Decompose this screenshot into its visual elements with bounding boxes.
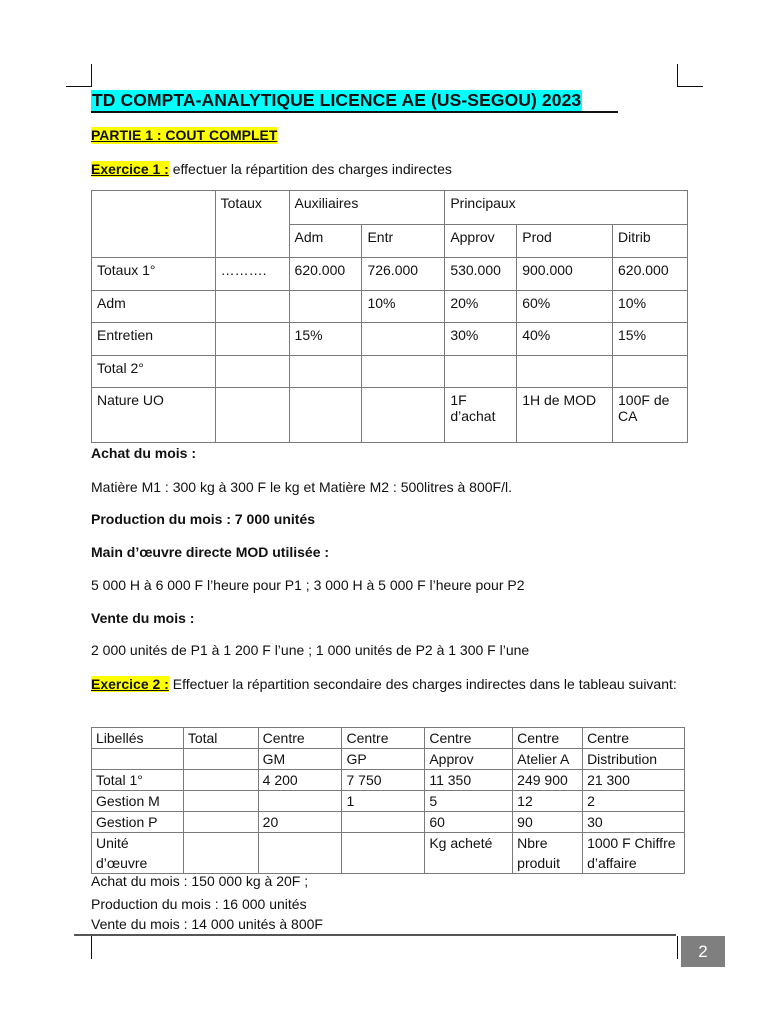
cell: [613, 356, 688, 388]
cell: 90: [513, 812, 583, 833]
table-row: [92, 812, 685, 833]
cell: Nbre produit: [513, 833, 583, 874]
cell: 5: [425, 791, 513, 812]
cell: 4 200: [258, 770, 342, 791]
cell: [289, 388, 362, 443]
header-cell: Distribution: [583, 749, 685, 770]
cell: Nature UO: [92, 388, 216, 443]
cell: [342, 812, 425, 833]
table-row: [92, 770, 685, 791]
production-line: Production du mois : 16 000 unités: [91, 896, 307, 912]
achat-heading: Achat du mois :: [91, 445, 197, 461]
table-header-row: [92, 749, 685, 770]
cell: 20%: [445, 291, 517, 323]
cell: 1000 F Chiffre d’affaire: [583, 833, 685, 874]
cell: Total 1°: [92, 770, 184, 791]
cell: [215, 323, 289, 356]
crop-mark-bottom-left-v: [91, 936, 92, 959]
exercise-1-text: effectuer la répartition des charges indirectes: [168, 161, 452, 177]
cell: 100F de CA: [613, 388, 688, 443]
cell: [289, 291, 362, 323]
cell: 60: [425, 812, 513, 833]
cell: [183, 770, 258, 791]
cell: Adm: [92, 291, 216, 323]
cell: Entretien: [92, 323, 216, 356]
cell: 21 300: [583, 770, 685, 791]
table-row: [92, 258, 688, 291]
header-cell: Centre: [342, 728, 425, 749]
header-cell: Libellés: [92, 728, 184, 749]
cell: 12: [513, 791, 583, 812]
header-cell: Centre: [583, 728, 685, 749]
table-row: [92, 833, 685, 874]
header-entr: Entr: [362, 225, 445, 258]
cell: 620.000: [613, 258, 688, 291]
header-cell: GP: [342, 749, 425, 770]
table-corner-cell: [92, 191, 216, 258]
cell: 7 750: [342, 770, 425, 791]
cell: [258, 833, 342, 874]
cell: 1F d’achat: [445, 388, 517, 443]
cell: 10%: [613, 291, 688, 323]
cell: 10%: [362, 291, 445, 323]
cell: 15%: [289, 323, 362, 356]
cell: 20: [258, 812, 342, 833]
vente-text: 2 000 unités de P1 à 1 200 F l’une ; 1 000 unités de P2 à 1 300 F l’une: [91, 642, 530, 658]
header-cell: Atelier A: [513, 749, 583, 770]
footer-rule: [74, 934, 676, 936]
table-row: [92, 356, 688, 388]
achat-line: Achat du mois : 150 000 kg à 20F ;: [91, 873, 309, 889]
header-adm: Adm: [289, 225, 362, 258]
cell: [362, 388, 445, 443]
table-repartition-secondaire: [91, 727, 685, 874]
cell: 530.000: [445, 258, 517, 291]
section-heading: PARTIE 1 : COUT COMPLET: [91, 127, 278, 143]
cell: [183, 833, 258, 874]
cell: [445, 356, 517, 388]
header-totaux: Totaux: [215, 191, 289, 258]
header-cell: Approv: [425, 749, 513, 770]
crop-mark-top-left-v: [91, 64, 92, 87]
table-row: [92, 323, 688, 356]
table-row: [92, 291, 688, 323]
cell: 60%: [517, 291, 613, 323]
production-text: Production du mois : 7 000 unités: [91, 511, 316, 527]
exercise-1-statement: [91, 160, 452, 178]
cell: [215, 388, 289, 443]
vente-line: Vente du mois : 14 000 unités à 800F: [91, 916, 323, 932]
header-prod: Prod: [517, 225, 613, 258]
document-title: TD COMPTA-ANALYTIQUE LICENCE AE (US-SEGOU) 2023: [92, 90, 582, 110]
cell: [258, 791, 342, 812]
exercise-2-label: Exercice 2 :: [91, 676, 169, 692]
header-auxiliaires: Auxiliaires: [289, 191, 445, 225]
cell: 15%: [613, 323, 688, 356]
cell: Unité d’œuvre: [92, 833, 184, 874]
cell: [289, 356, 362, 388]
cell: [183, 791, 258, 812]
cell: [342, 833, 425, 874]
header-cell: Centre: [513, 728, 583, 749]
cell: 249 900: [513, 770, 583, 791]
cell: 1H de MOD: [517, 388, 613, 443]
cell: 726.000: [362, 258, 445, 291]
cell: 620.000: [289, 258, 362, 291]
header-cell: [92, 749, 184, 770]
exercise-1-label: Exercice 1 :: [91, 161, 169, 177]
cell: Gestion P: [92, 812, 184, 833]
cell: [215, 291, 289, 323]
title-underline: [91, 111, 618, 113]
cell: [183, 812, 258, 833]
page-number: 2: [681, 936, 725, 967]
cell: [215, 356, 289, 388]
mod-heading: Main d’œuvre directe MOD utilisée :: [91, 544, 330, 560]
cell: 2: [583, 791, 685, 812]
cell: [362, 323, 445, 356]
header-cell: Total: [183, 728, 258, 749]
cell: [362, 356, 445, 388]
header-cell: [183, 749, 258, 770]
cell: 30%: [445, 323, 517, 356]
vente-heading: Vente du mois :: [91, 610, 195, 626]
cell: 40%: [517, 323, 613, 356]
header-ditrib: Ditrib: [613, 225, 688, 258]
table-row: [92, 388, 688, 443]
exercise-2-statement: [91, 675, 691, 693]
cell: ……….: [215, 258, 289, 291]
mod-text: 5 000 H à 6 000 F l’heure pour P1 ; 3 000 H à 5 000 F l’heure pour P2: [91, 577, 525, 593]
cell: 11 350: [425, 770, 513, 791]
cell: [517, 356, 613, 388]
cell: 1: [342, 791, 425, 812]
crop-mark-top-left-h: [66, 86, 92, 87]
cell: 900.000: [517, 258, 613, 291]
header-approv: Approv: [445, 225, 517, 258]
table-charges-indirectes: [91, 190, 688, 443]
crop-mark-top-right-h: [677, 86, 703, 87]
table-header-row: [92, 728, 685, 749]
header-cell: Centre: [258, 728, 342, 749]
cell: Kg acheté: [425, 833, 513, 874]
header-cell: GM: [258, 749, 342, 770]
header-cell: Centre: [425, 728, 513, 749]
exercise-2-text: Effectuer la répartition secondaire des charges indirectes dans le tableau suivant:: [168, 676, 677, 692]
cell: Totaux 1°: [92, 258, 216, 291]
achat-text: Matière M1 : 300 kg à 300 F le kg et Matière M2 : 500litres à 800F/l.: [91, 479, 512, 495]
cell: Total 2°: [92, 356, 216, 388]
crop-mark-top-right-v: [677, 64, 678, 87]
table-row: [92, 791, 685, 812]
crop-mark-bottom-right-v: [677, 936, 678, 959]
cell: 30: [583, 812, 685, 833]
header-principaux: Principaux: [445, 191, 688, 225]
cell: Gestion M: [92, 791, 184, 812]
